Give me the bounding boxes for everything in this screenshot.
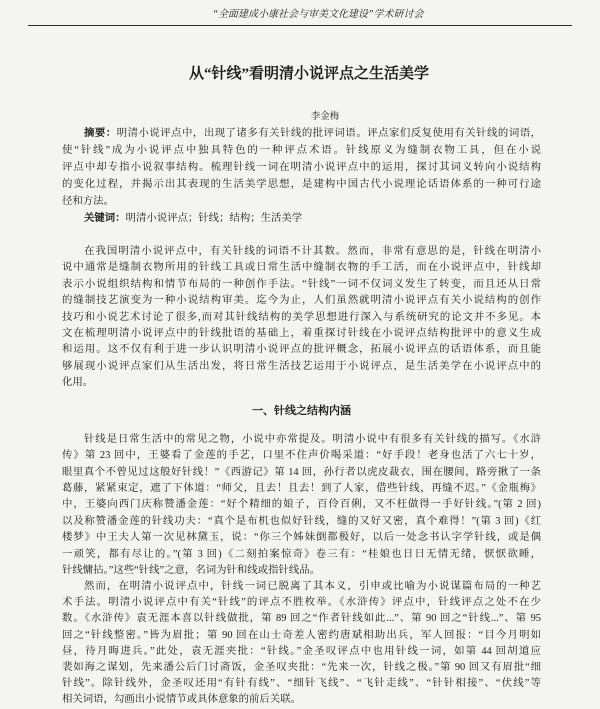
text-line: 表示小说组织结构和情节布局的一种创作手法。“针线”一词不仅词义发生了转变，而且还从日常: [62, 279, 541, 290]
text-line: 在我国明清小说评点中，有关针线的词语不计其数。然而，非常有意思的是，针线在明清小: [84, 246, 541, 257]
text-line: 针线是日常生活中的常见之物，小说中亦常提及。明清小说中有很多有关针线的描写。《水浒: [84, 434, 541, 445]
section-heading: 一、针线之结构内涵: [252, 405, 351, 417]
keywords-text: 明清小说评点；针线；结构；生活美学: [125, 213, 303, 224]
text-line: 够展现小说评点家们从生活出发，将日常生活技艺运用于小说评点，是生活美学在小说评点中的: [62, 361, 541, 372]
text-line: 针线慵拈。”这些“针线”之意，名词为针和线或指针线品。: [62, 565, 321, 576]
text-line: 文在梳理明清小说评点中的针线批语的基础上，着重探讨针线在小说评点结构批评中的意义生成: [62, 328, 541, 339]
text-line: 针线”。除针线外，金圣叹还用“有针有线”、“细针飞线”、“飞针走线”、“针针相接”、“伏线”等: [62, 678, 541, 689]
abstract-line: 径和方法。: [62, 196, 114, 207]
text-line: 以及称赞潘金莲的针线功夫：“真个是布机也似好针线，缝的又好又密，真个难得！”(第 3 回)《红: [62, 516, 541, 527]
text-line: 中，王婆向西门庆称赞潘金莲：“好个精细的娘子，百伶百俐，又不枉做得一手好针线。”(第 2 回): [62, 499, 541, 510]
text-line: 楼梦》中王夫人第一次见林黛玉，说：“你三个姊妹倒都极好，以后一处念书认字学针线，或是偶: [62, 532, 541, 543]
paper-title: 从“针线”看明清小说评点之生活美学: [188, 66, 429, 82]
abstract-line: 使“针线”成为小说评点中独具特色的一种评点术语。针线原义为缝制衣物工具，但在小说: [62, 145, 541, 156]
text-line: 相关词语，勾画出小说情节或具体意象的前后关联。: [62, 694, 301, 705]
text-line: 回之“针线整密。”皆为眉批；第 90 回在山士奇差人密约唐斌相助出兵，军人回报：“目今月明如: [62, 630, 541, 641]
text-line: 技巧和小说艺术讨论了很多,而对其针线结构的美学思想进行深入与系统研究的论文并不多见。本: [62, 312, 541, 323]
running-header: “全面建成小康社会与审美文化建设”学术研讨会: [212, 9, 424, 20]
text-line: 眼里真个不曾见过这般好针线！”《西游记》第 14 回，孙行者以虎皮裁衣，围在腰间，路旁揪了一条: [62, 467, 541, 478]
abstract-line: [62, 126, 541, 142]
abstract-line: 评点中却专指小说叙事结构。梳理针线一词在明清小说评点中的运用，探讨其词义转向小说结构: [62, 162, 541, 173]
keywords-line: [62, 211, 541, 227]
text-line: 昼，待月晦进兵。”此处，袁无涯夹批：“针线。”金圣叹评点中也用针线一词，如第 44 回胡道应: [62, 646, 541, 657]
text-line: 化用。: [62, 377, 94, 388]
text-line: 裴如海之谋划，先来潘公后门讨斋饭，金圣叹夹批：“先来一次，针线之极。”第 90 回又有眉批“细: [62, 662, 541, 673]
header-rule: [28, 25, 572, 26]
text-line: 和运用。这不仅有利于进一步认识明清小说评点的批评概念，拓展小说评点的话语体系，而且能: [62, 344, 541, 355]
text-line: 术手法。明清小说评点中有关“针线”的评点不胜枚举。《水浒传》评点中，针线评点之处不在少: [62, 597, 541, 608]
text-line: 一顽笑，都有尽让的。”(第 3 回)《二刻拍案惊奇》卷三有：“桂娘也日日无情无绪，恹恹欲睡，: [62, 549, 541, 560]
author-name: 李金梅: [310, 112, 340, 122]
text-line: 然而，在明清小说评点中，针线一词已脱离了其本义，引申或比喻为小说谋篇布局的一种艺: [84, 581, 541, 592]
text-line: 的缝制技艺演变为一种小说结构审美。迄今为止，人们虽然就明清小说评点有关小说结构的创作: [62, 295, 541, 306]
keywords-label: 关键词：: [84, 213, 126, 224]
text-line: 说中通常是缝制衣物所用的针线工具或日常生活中缝制衣物的手工活，而在小说评点中，针线却: [62, 262, 541, 273]
abstract-line: 的变化过程，并揭示出其表现的生活美学思想，是建构中国古代小说理论话语体系的一种可行途: [62, 179, 541, 190]
abstract-text: 明清小说评点中，出现了诸多有关针线的批评词语。评点家们反复使用有关针线的词语，: [116, 128, 541, 139]
text-line: 数。《水浒传》袁无涯本喜以针线做批，第 89 回之“作者针线如此...”、第 90 回之“针线...”、第 95: [62, 613, 541, 624]
text-line: 葛藤，紧紧束定，遮了下体道：“师父，且去！且去！到了人家，借些针线，再缝不迟。”《金瓶梅》: [62, 483, 541, 494]
text-line: 传》第 23 回中，王婆看了金莲的手艺，口里不住声价喝采道：“好手段！老身也活了六七十岁，: [62, 450, 541, 461]
abstract-label: 摘要：: [84, 128, 117, 139]
